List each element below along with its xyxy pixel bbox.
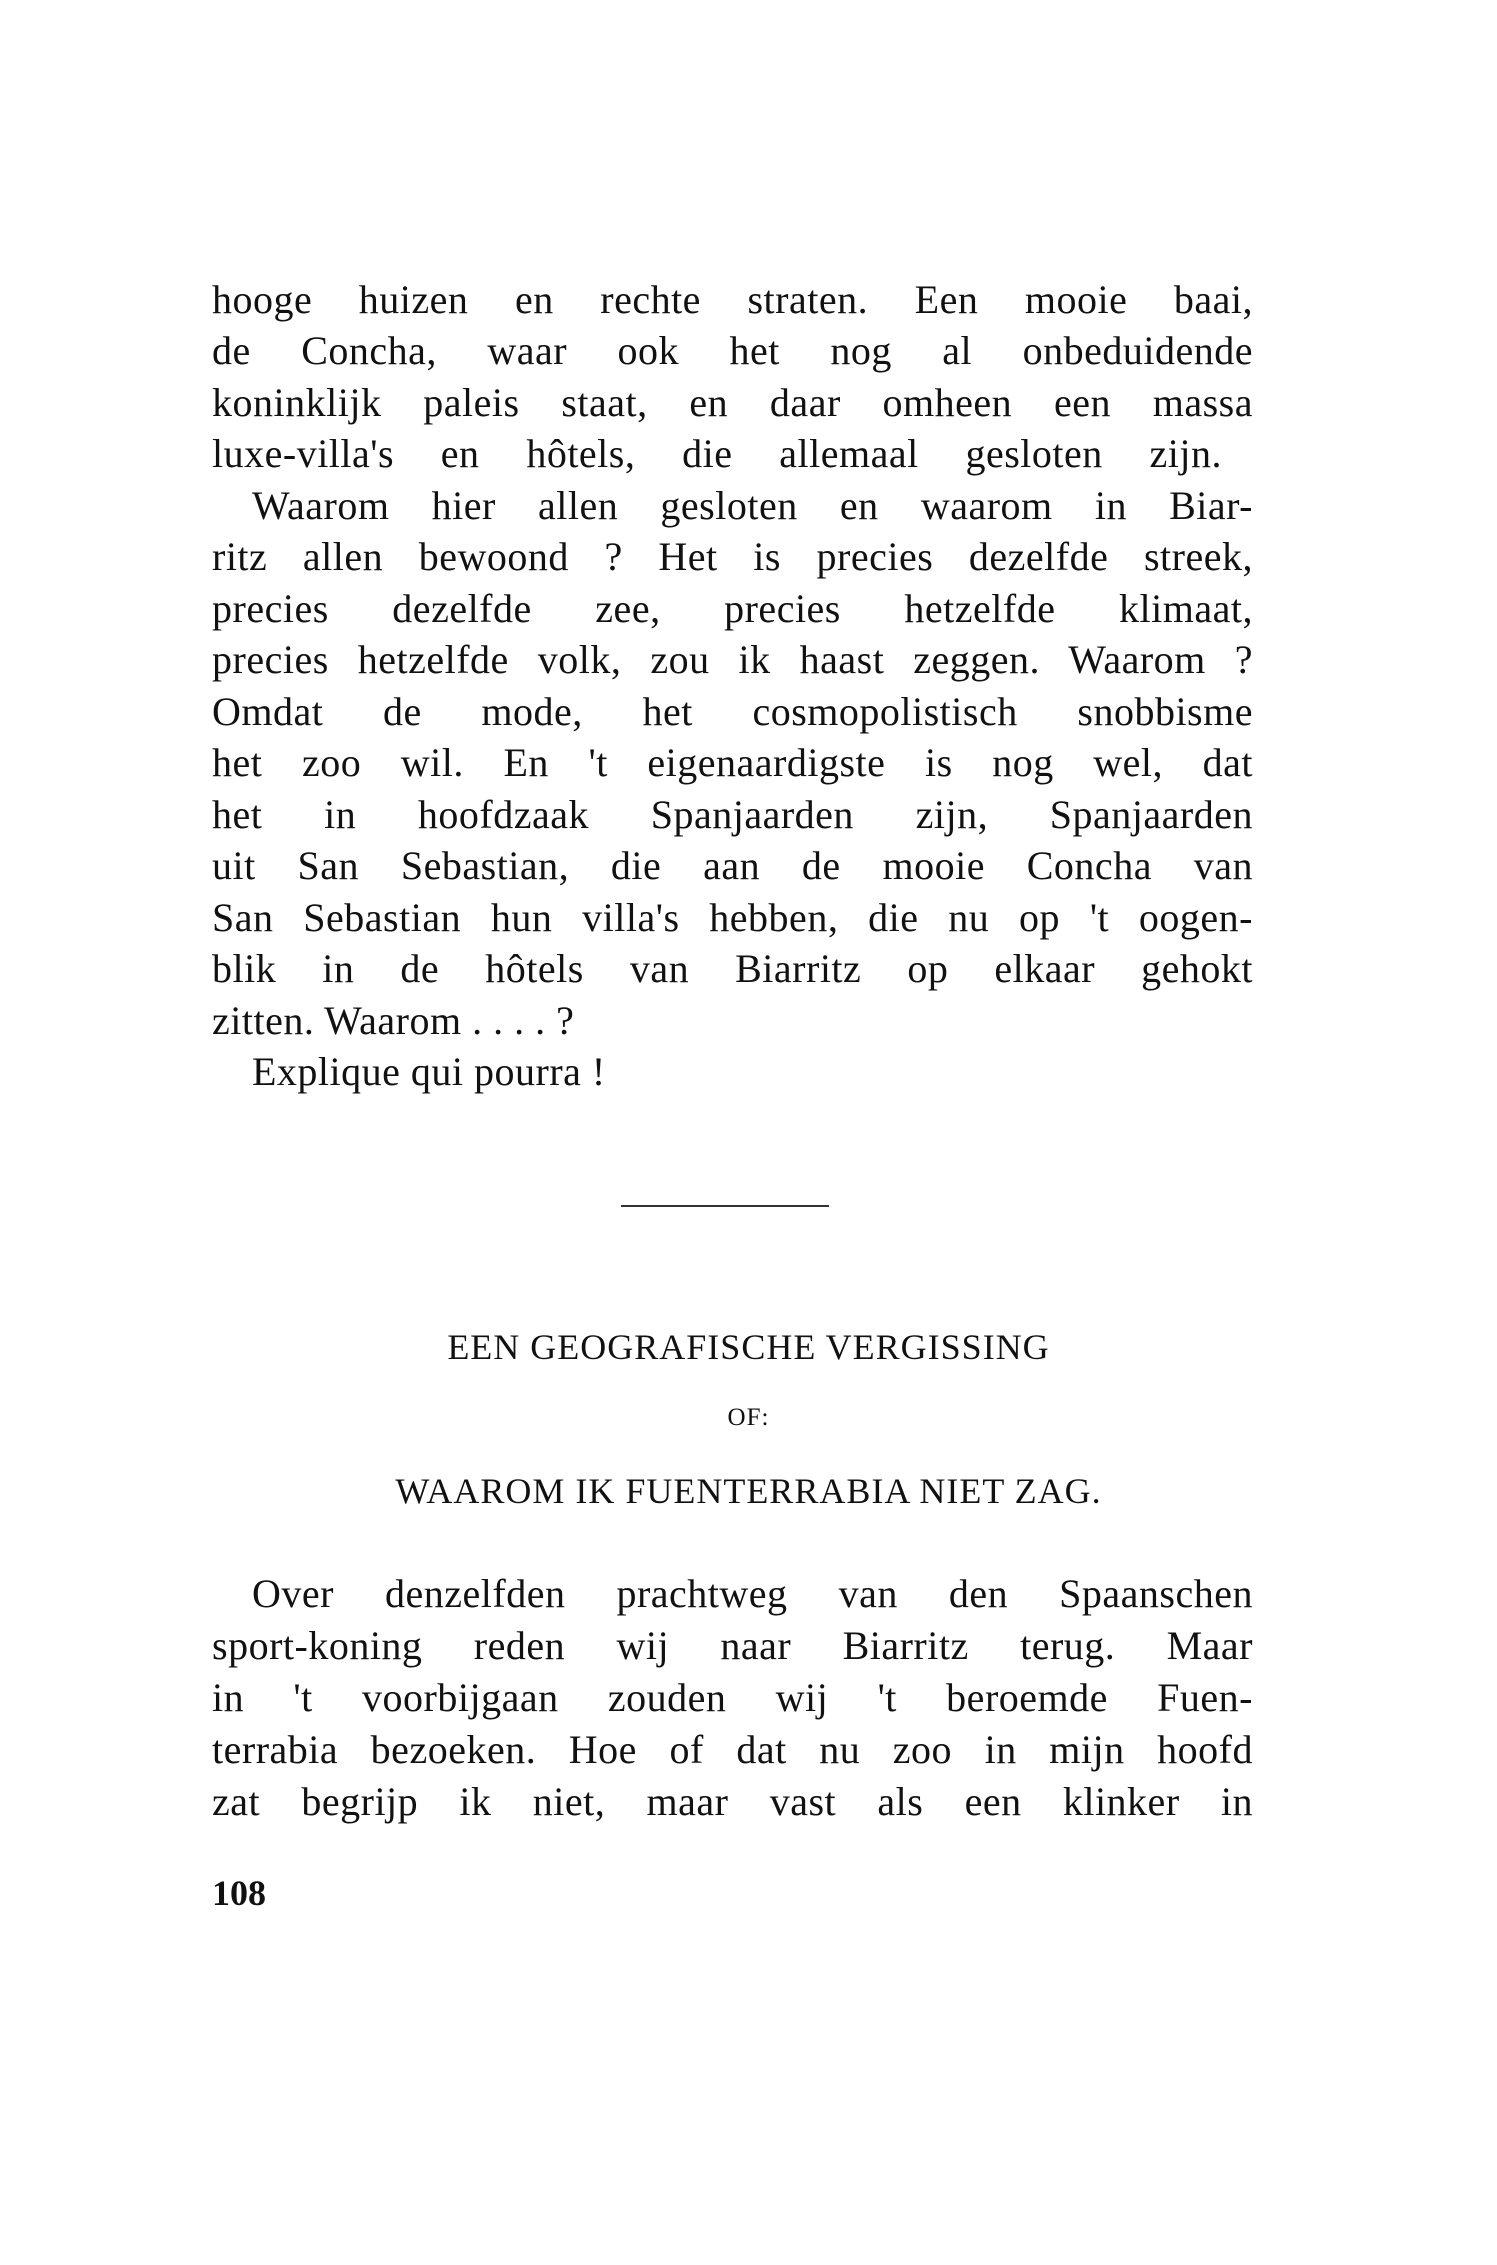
text-line: Omdat de mode, het cosmopolistisch snobbisme — [212, 689, 1253, 734]
text-line: koninklijk paleis staat, en daar omheen een massa — [212, 380, 1253, 425]
text-line: uit San Sebastian, die aan de mooie Concha van — [212, 843, 1253, 888]
page-number: 108 — [212, 1873, 266, 1913]
text-line: sport-koning reden wij naar Biarritz terug. Maar — [212, 1623, 1253, 1668]
text-line: ritz allen bewoond ? Het is precies dezelfde streek, — [212, 534, 1253, 579]
text-line: zitten. Waarom . . . . ? — [212, 998, 575, 1043]
text-line: terrabia bezoeken. Hoe of dat nu zoo in mijn hoofd — [212, 1727, 1253, 1772]
text-line: het in hoofdzaak Spanjaarden zijn, Spanjaarden — [212, 792, 1253, 837]
text-line: precies hetzelfde volk, zou ik haast zeggen. Waarom ? — [212, 637, 1253, 682]
text-line: hooge huizen en rechte straten. Een mooie baai, — [212, 277, 1253, 322]
chapter-subtitle: WAAROM IK FUENTERRABIA NIET ZAG. — [395, 1471, 1102, 1511]
text-line: precies dezelfde zee, precies hetzelfde klimaat, — [212, 586, 1253, 631]
text-line: San Sebastian hun villa's hebben, die nu op 't oogen- — [212, 895, 1253, 940]
chapter-title: EEN GEOGRAFISCHE VERGISSING — [447, 1327, 1050, 1367]
text-line: in 't voorbijgaan zouden wij 't beroemde Fuen- — [212, 1675, 1253, 1720]
text-line: blik in de hôtels van Biarritz op elkaar gehokt — [212, 946, 1253, 991]
chapter-title-connector: OF: — [727, 1404, 770, 1431]
text-line: het zoo wil. En 't eigenaardigste is nog wel, dat — [212, 740, 1253, 785]
text-line: de Concha, waar ook het nog al onbeduidende — [212, 328, 1253, 373]
text-line: Explique qui pourra ! — [252, 1049, 606, 1094]
text-line: Waarom hier allen gesloten en waarom in Biar- — [252, 483, 1253, 528]
text-line: zat begrijp ik niet, maar vast als een klinker in — [212, 1779, 1253, 1824]
text-line: luxe-villa's en hôtels, die allemaal gesloten zijn. — [212, 431, 1222, 476]
section-divider — [621, 1205, 829, 1207]
text-line: Over denzelfden prachtweg van den Spaanschen — [252, 1571, 1253, 1616]
